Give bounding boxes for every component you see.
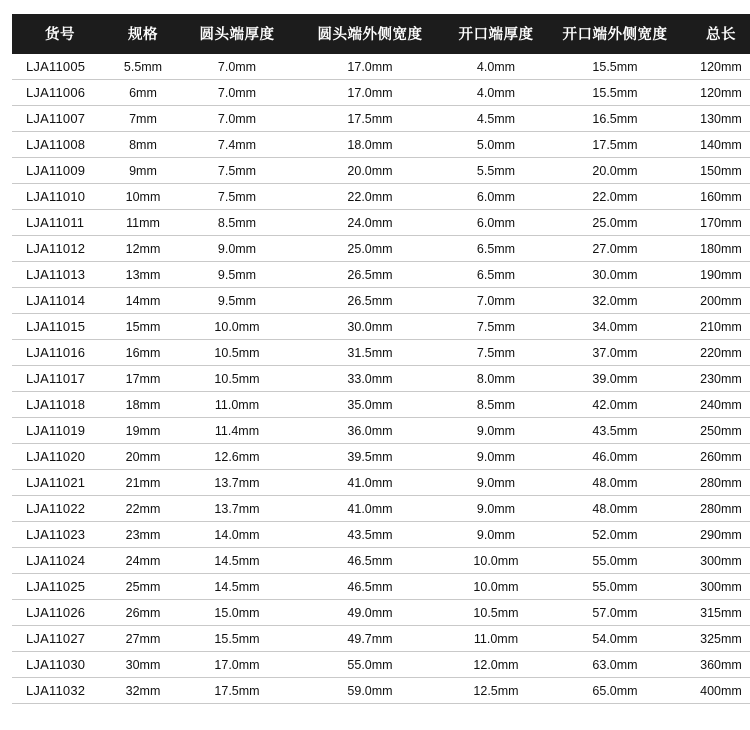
table-row — [12, 652, 750, 678]
cell-item-no: LJA11009 — [12, 158, 108, 184]
table-body — [12, 54, 750, 704]
table-row — [12, 678, 750, 704]
table-cell: 12.6mm — [178, 444, 296, 470]
cell-item-no: LJA11015 — [12, 314, 108, 340]
table-row — [12, 522, 750, 548]
table-cell: 120mm — [682, 54, 750, 80]
cell-item-no: LJA11012 — [12, 236, 108, 262]
table-cell: 9.0mm — [444, 522, 548, 548]
table-cell: 6.0mm — [444, 184, 548, 210]
table-cell: 7.5mm — [444, 340, 548, 366]
column-header-open-end-outer-width: 开口端外侧宽度 — [548, 14, 682, 54]
table-cell: 17.5mm — [178, 678, 296, 704]
table-row — [12, 392, 750, 418]
table-cell: 9.0mm — [444, 496, 548, 522]
table-cell: 180mm — [682, 236, 750, 262]
table-cell: 210mm — [682, 314, 750, 340]
table-cell: 27.0mm — [548, 236, 682, 262]
table-cell: 7mm — [108, 106, 178, 132]
cell-item-no: LJA11025 — [12, 574, 108, 600]
table-cell: 7.5mm — [178, 184, 296, 210]
table-cell: 6.5mm — [444, 236, 548, 262]
table-cell: 34.0mm — [548, 314, 682, 340]
table-row — [12, 262, 750, 288]
table-row — [12, 80, 750, 106]
table-cell: 13mm — [108, 262, 178, 288]
cell-item-no: LJA11007 — [12, 106, 108, 132]
table-cell: 20mm — [108, 444, 178, 470]
table-cell: 300mm — [682, 574, 750, 600]
table-cell: 8.5mm — [178, 210, 296, 236]
table-cell: 36.0mm — [296, 418, 444, 444]
table-header — [12, 14, 750, 54]
table-row — [12, 158, 750, 184]
cell-item-no: LJA11030 — [12, 652, 108, 678]
table-cell: 8.0mm — [444, 366, 548, 392]
cell-item-no: LJA11026 — [12, 600, 108, 626]
table-cell: 17.5mm — [548, 132, 682, 158]
table-cell: 24mm — [108, 548, 178, 574]
cell-item-no: LJA11006 — [12, 80, 108, 106]
table-cell: 5.5mm — [108, 54, 178, 80]
table-cell: 13.7mm — [178, 496, 296, 522]
table-cell: 26mm — [108, 600, 178, 626]
table-row — [12, 600, 750, 626]
table-cell: 10.0mm — [178, 314, 296, 340]
table-cell: 65.0mm — [548, 678, 682, 704]
table-cell: 25.0mm — [548, 210, 682, 236]
table-cell: 11.0mm — [444, 626, 548, 652]
cell-item-no: LJA11005 — [12, 54, 108, 80]
table-cell: 300mm — [682, 548, 750, 574]
table-row — [12, 106, 750, 132]
table-cell: 140mm — [682, 132, 750, 158]
table-cell: 9.0mm — [444, 418, 548, 444]
cell-item-no: LJA11013 — [12, 262, 108, 288]
column-header-ring-end-thickness: 圆头端厚度 — [178, 14, 296, 54]
table-cell: 120mm — [682, 80, 750, 106]
table-cell: 52.0mm — [548, 522, 682, 548]
table-cell: 5.0mm — [444, 132, 548, 158]
table-row — [12, 210, 750, 236]
table-cell: 400mm — [682, 678, 750, 704]
table-header-row — [12, 14, 750, 54]
table-cell: 55.0mm — [548, 548, 682, 574]
table-cell: 63.0mm — [548, 652, 682, 678]
table-cell: 8.5mm — [444, 392, 548, 418]
cell-item-no: LJA11021 — [12, 470, 108, 496]
cell-item-no: LJA11032 — [12, 678, 108, 704]
cell-item-no: LJA11019 — [12, 418, 108, 444]
table-cell: 280mm — [682, 496, 750, 522]
table-cell: 190mm — [682, 262, 750, 288]
table-row — [12, 236, 750, 262]
table-cell: 46.0mm — [548, 444, 682, 470]
table-cell: 42.0mm — [548, 392, 682, 418]
table-cell: 24.0mm — [296, 210, 444, 236]
table-cell: 37.0mm — [548, 340, 682, 366]
table-row — [12, 132, 750, 158]
table-cell: 4.0mm — [444, 54, 548, 80]
table-cell: 26.5mm — [296, 262, 444, 288]
cell-item-no: LJA11016 — [12, 340, 108, 366]
table-cell: 7.0mm — [178, 80, 296, 106]
table-cell: 32mm — [108, 678, 178, 704]
table-cell: 14.0mm — [178, 522, 296, 548]
table-cell: 7.0mm — [444, 288, 548, 314]
column-header-item-no: 货号 — [12, 14, 108, 54]
cell-item-no: LJA11014 — [12, 288, 108, 314]
table-cell: 49.7mm — [296, 626, 444, 652]
table-cell: 10.5mm — [178, 340, 296, 366]
cell-item-no: LJA11022 — [12, 496, 108, 522]
column-header-total-length: 总长 — [682, 14, 750, 54]
table-cell: 7.5mm — [444, 314, 548, 340]
table-row — [12, 340, 750, 366]
table-cell: 7.0mm — [178, 106, 296, 132]
table-cell: 11.0mm — [178, 392, 296, 418]
table-row — [12, 288, 750, 314]
table-cell: 25.0mm — [296, 236, 444, 262]
table-cell: 15.5mm — [178, 626, 296, 652]
table-cell: 59.0mm — [296, 678, 444, 704]
table-cell: 9.0mm — [178, 236, 296, 262]
table-cell: 15.5mm — [548, 54, 682, 80]
specification-table — [12, 14, 750, 704]
table-cell: 17.0mm — [296, 80, 444, 106]
table-cell: 39.5mm — [296, 444, 444, 470]
cell-item-no: LJA11010 — [12, 184, 108, 210]
table-cell: 35.0mm — [296, 392, 444, 418]
table-cell: 315mm — [682, 600, 750, 626]
table-cell: 27mm — [108, 626, 178, 652]
table-cell: 30mm — [108, 652, 178, 678]
cell-item-no: LJA11017 — [12, 366, 108, 392]
table-cell: 16mm — [108, 340, 178, 366]
table-cell: 9.0mm — [444, 470, 548, 496]
table-cell: 7.0mm — [178, 54, 296, 80]
table-cell: 17mm — [108, 366, 178, 392]
table-cell: 32.0mm — [548, 288, 682, 314]
table-cell: 14.5mm — [178, 548, 296, 574]
table-cell: 23mm — [108, 522, 178, 548]
table-cell: 19mm — [108, 418, 178, 444]
table-cell: 57.0mm — [548, 600, 682, 626]
table-cell: 49.0mm — [296, 600, 444, 626]
table-cell: 41.0mm — [296, 496, 444, 522]
table-cell: 12.5mm — [444, 678, 548, 704]
table-cell: 290mm — [682, 522, 750, 548]
table-cell: 22mm — [108, 496, 178, 522]
table-row — [12, 184, 750, 210]
table-cell: 17.5mm — [296, 106, 444, 132]
table-cell: 9.5mm — [178, 288, 296, 314]
table-cell: 14.5mm — [178, 574, 296, 600]
table-cell: 48.0mm — [548, 470, 682, 496]
table-cell: 54.0mm — [548, 626, 682, 652]
table-cell: 250mm — [682, 418, 750, 444]
table-cell: 7.4mm — [178, 132, 296, 158]
table-row — [12, 496, 750, 522]
table-cell: 31.5mm — [296, 340, 444, 366]
cell-item-no: LJA11008 — [12, 132, 108, 158]
table-row — [12, 366, 750, 392]
table-cell: 15mm — [108, 314, 178, 340]
table-cell: 43.5mm — [548, 418, 682, 444]
table-cell: 13.7mm — [178, 470, 296, 496]
cell-item-no: LJA11027 — [12, 626, 108, 652]
table-cell: 12mm — [108, 236, 178, 262]
table-cell: 43.5mm — [296, 522, 444, 548]
column-header-size: 规格 — [108, 14, 178, 54]
table-cell: 17.0mm — [296, 54, 444, 80]
table-cell: 15.5mm — [548, 80, 682, 106]
table-row — [12, 626, 750, 652]
table-cell: 18mm — [108, 392, 178, 418]
table-cell: 46.5mm — [296, 574, 444, 600]
table-cell: 10mm — [108, 184, 178, 210]
table-cell: 30.0mm — [548, 262, 682, 288]
table-cell: 280mm — [682, 470, 750, 496]
table-cell: 260mm — [682, 444, 750, 470]
table-cell: 20.0mm — [548, 158, 682, 184]
table-row — [12, 574, 750, 600]
table-cell: 7.5mm — [178, 158, 296, 184]
table-cell: 10.5mm — [178, 366, 296, 392]
table-cell: 18.0mm — [296, 132, 444, 158]
table-cell: 20.0mm — [296, 158, 444, 184]
table-row — [12, 54, 750, 80]
table-cell: 14mm — [108, 288, 178, 314]
table-cell: 6mm — [108, 80, 178, 106]
table-cell: 12.0mm — [444, 652, 548, 678]
table-row — [12, 470, 750, 496]
table-cell: 9.5mm — [178, 262, 296, 288]
table-cell: 21mm — [108, 470, 178, 496]
table-cell: 39.0mm — [548, 366, 682, 392]
table-cell: 22.0mm — [548, 184, 682, 210]
table-cell: 15.0mm — [178, 600, 296, 626]
table-cell: 55.0mm — [296, 652, 444, 678]
table-cell: 150mm — [682, 158, 750, 184]
table-cell: 170mm — [682, 210, 750, 236]
table-cell: 5.5mm — [444, 158, 548, 184]
table-cell: 11.4mm — [178, 418, 296, 444]
table-cell: 26.5mm — [296, 288, 444, 314]
table-cell: 10.0mm — [444, 548, 548, 574]
table-row — [12, 418, 750, 444]
table-cell: 200mm — [682, 288, 750, 314]
table-cell: 10.0mm — [444, 574, 548, 600]
cell-item-no: LJA11011 — [12, 210, 108, 236]
table-row — [12, 548, 750, 574]
table-cell: 30.0mm — [296, 314, 444, 340]
table-cell: 46.5mm — [296, 548, 444, 574]
table-cell: 4.5mm — [444, 106, 548, 132]
table-cell: 4.0mm — [444, 80, 548, 106]
table-cell: 17.0mm — [178, 652, 296, 678]
table-cell: 325mm — [682, 626, 750, 652]
cell-item-no: LJA11018 — [12, 392, 108, 418]
cell-item-no: LJA11020 — [12, 444, 108, 470]
table-cell: 22.0mm — [296, 184, 444, 210]
table-cell: 25mm — [108, 574, 178, 600]
table-cell: 130mm — [682, 106, 750, 132]
table-cell: 41.0mm — [296, 470, 444, 496]
table-cell: 230mm — [682, 366, 750, 392]
table-cell: 8mm — [108, 132, 178, 158]
table-cell: 9mm — [108, 158, 178, 184]
column-header-ring-end-outer-width: 圆头端外侧宽度 — [296, 14, 444, 54]
table-cell: 240mm — [682, 392, 750, 418]
table-row — [12, 314, 750, 340]
cell-item-no: LJA11024 — [12, 548, 108, 574]
column-header-open-end-thickness: 开口端厚度 — [444, 14, 548, 54]
table-cell: 6.0mm — [444, 210, 548, 236]
table-cell: 9.0mm — [444, 444, 548, 470]
table-cell: 220mm — [682, 340, 750, 366]
table-cell: 360mm — [682, 652, 750, 678]
table-cell: 10.5mm — [444, 600, 548, 626]
table-cell: 160mm — [682, 184, 750, 210]
table-cell: 33.0mm — [296, 366, 444, 392]
table-cell: 6.5mm — [444, 262, 548, 288]
table-cell: 11mm — [108, 210, 178, 236]
cell-item-no: LJA11023 — [12, 522, 108, 548]
table-cell: 55.0mm — [548, 574, 682, 600]
table-cell: 16.5mm — [548, 106, 682, 132]
table-cell: 48.0mm — [548, 496, 682, 522]
table-row — [12, 444, 750, 470]
